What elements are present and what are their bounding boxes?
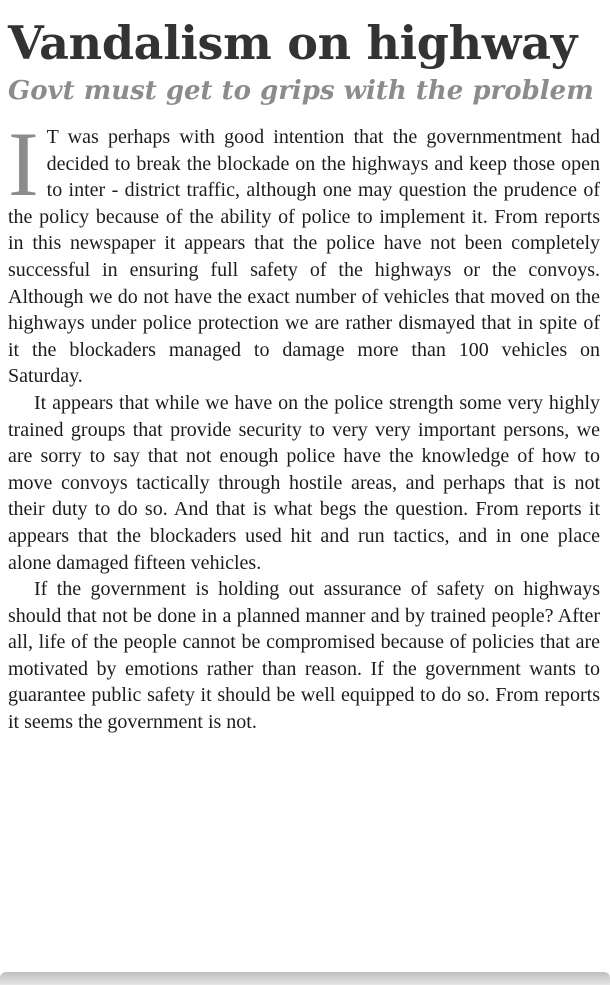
paragraph-1 <box>8 113 600 390</box>
paragraph-1-text: T was perhaps with good intention that the governmentment had decided to break the blockade on the highways and keep those open to inter - district traffic, although one may question the prudence of the policy because of the ability of police to implement it. From reports in this newspaper it appears that the police have not been completely successful in ensuring full safety of the highways or the convoys. Although we do not have the exact number of vehicles that moved on the highways under police protection we are rather dismayed that in spite of it the blockaders managed to damage more than 100 vehicles on Saturday. <box>8 126 600 388</box>
bottom-divider <box>0 972 610 985</box>
subheadline: Govt must get to grips with the problem <box>8 76 594 106</box>
paragraph-3: If the government is holding out assurance of safety on highways should that not be done in a planned manner and by trained people? After all, life of the people cannot be compromised because of policies that are motivated by emotions rather than reason. If the government wants to guarantee public safety it should be well equipped to do so. From reports it seems the government is not. <box>8 578 600 734</box>
headline: Vandalism on highway <box>8 16 578 70</box>
drop-cap: I <box>8 113 39 215</box>
article-body <box>8 113 600 736</box>
editorial-article <box>8 0 600 736</box>
paragraph-2: It appears that while we have on the police strength some very highly trained groups that provide security to very very important persons, we are sorry to say that not enough police have the knowledge of how to move convoys tactically through hostile areas, and perhaps that is not their duty to do so. And that is what begs the question. From reports it appears that the blockaders used hit and run tactics, and in one place alone damaged fifteen vehicles. <box>8 391 600 574</box>
